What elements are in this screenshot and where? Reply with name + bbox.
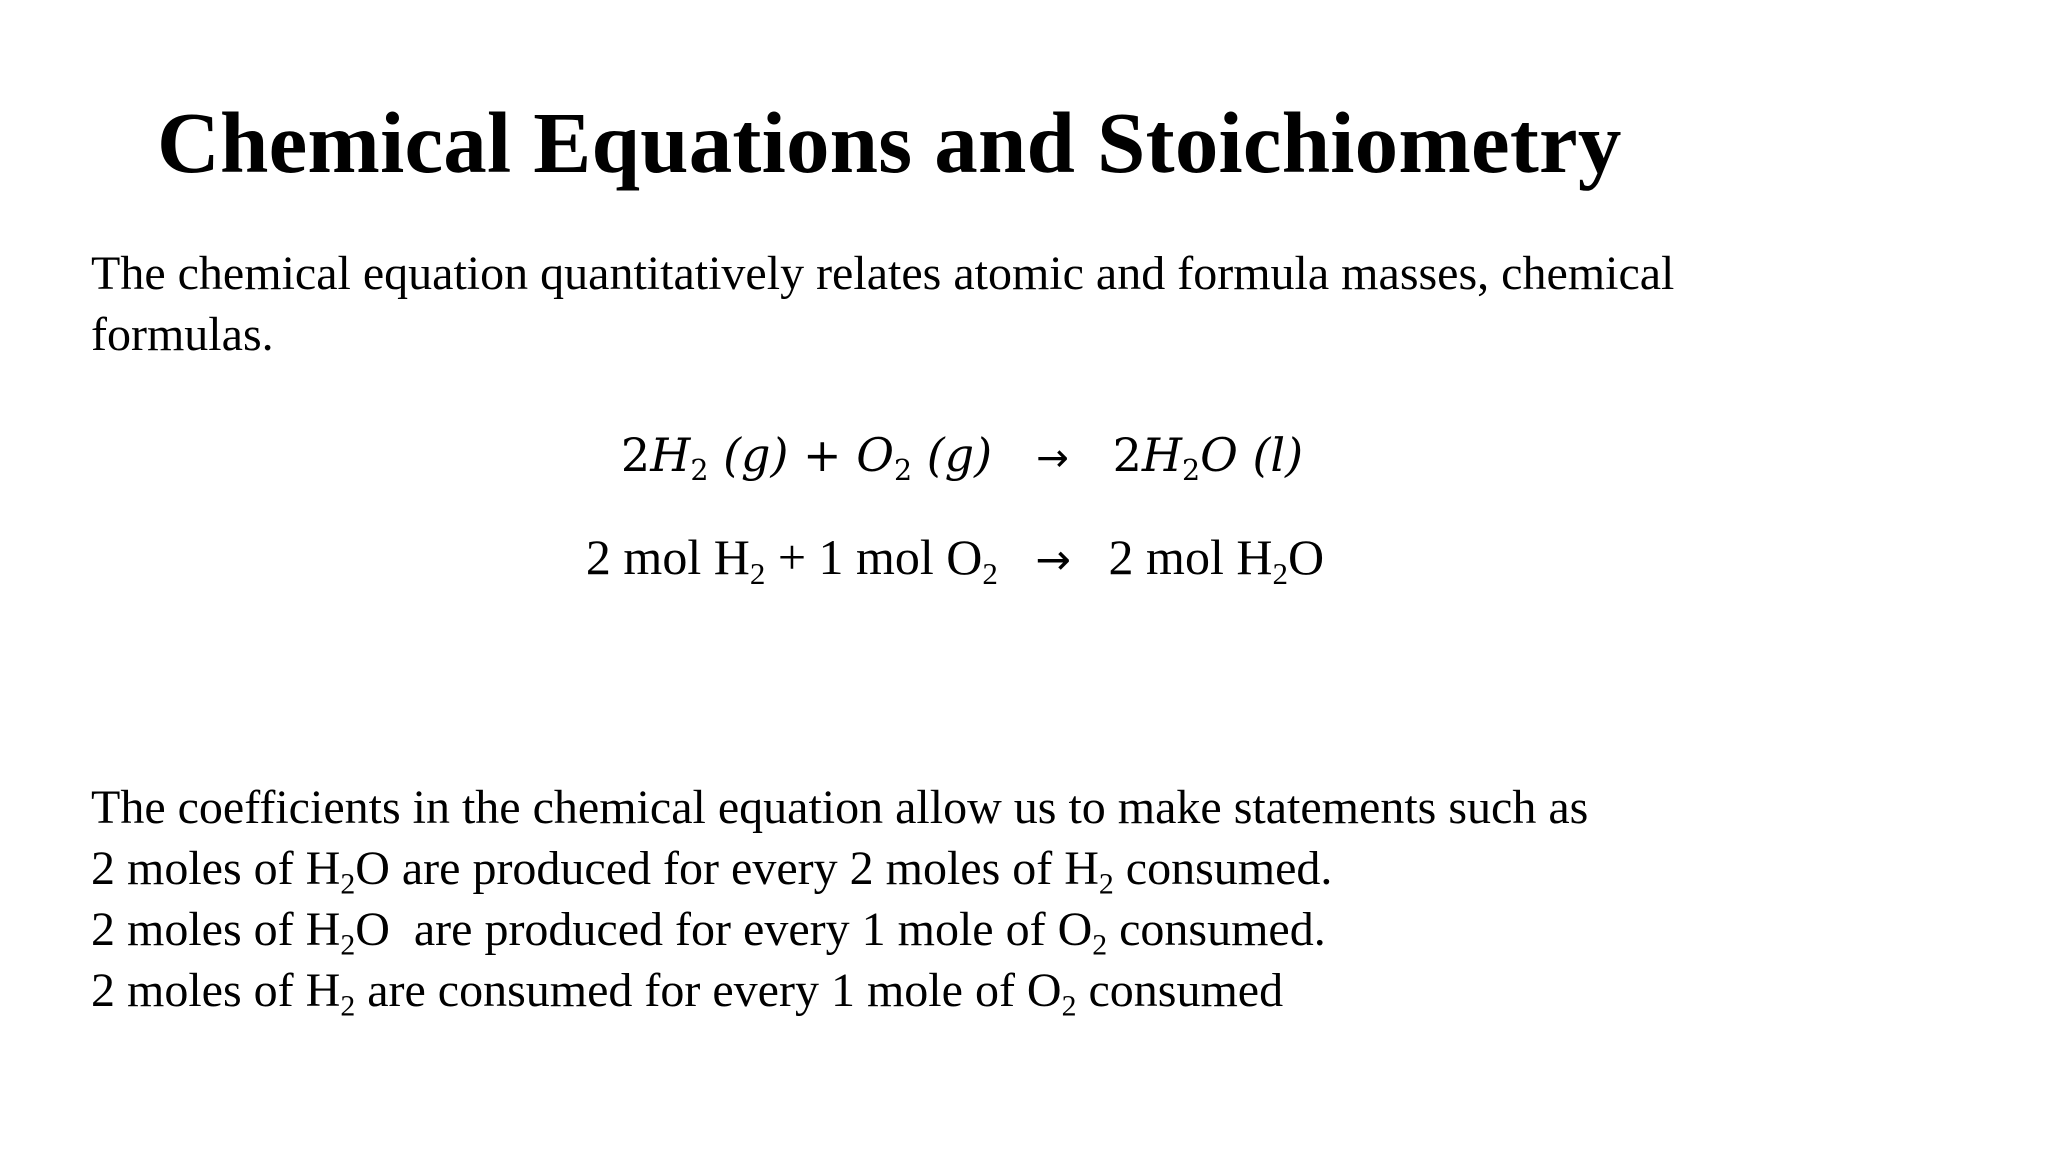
mol-arrow: → [1035, 536, 1072, 585]
statement-2-a: 2 moles of H [91, 903, 341, 956]
statement-3-a: 2 moles of H [91, 964, 341, 1017]
statement-2-c: consumed. [1107, 903, 1326, 956]
eq-coefficient-h2: 2 [620, 428, 651, 482]
statement-1-b: O are produced for every 2 moles of H [355, 842, 1099, 895]
statement-2 [91, 899, 1951, 960]
eq-reactant-h-sub: 2 [690, 454, 709, 488]
mol-sub-2: 2 [982, 555, 998, 591]
intro-line-2: formulas. [91, 308, 274, 361]
statements-intro: The coefficients in the chemical equation allow us to make statements such as [91, 781, 1589, 834]
eq-reactant-h: H [650, 428, 691, 482]
statement-1-c: consumed. [1113, 842, 1333, 895]
intro-line-1: The chemical equation quantitatively relates atomic and formula masses, chemical [91, 247, 1675, 300]
statement-3-a-sub: 2 [340, 989, 356, 1023]
statement-2-b-sub: 2 [1092, 928, 1108, 962]
mol-part-3: 2 mol H [1108, 529, 1273, 585]
statement-1-a: 2 moles of H [91, 842, 341, 895]
mol-part-4: O [1287, 529, 1325, 585]
intro-paragraph [91, 243, 1911, 365]
mole-equation [0, 522, 1910, 596]
statement-3-b-sub: 2 [1061, 989, 1077, 1023]
statement-2-b: O are produced for every 1 mole of O [355, 903, 1093, 956]
balanced-equation [0, 420, 1924, 494]
statement-1 [91, 838, 1951, 899]
statement-3-b: are consumed for every 1 mole of O [355, 964, 1062, 1017]
eq-reactant-o-state: (g) [912, 428, 993, 482]
mol-sub-3: 2 [1272, 555, 1288, 591]
eq-product-h-sub: 2 [1181, 454, 1201, 488]
eq-reactant-h-state: (g) + [708, 428, 857, 482]
statement-3 [91, 960, 1951, 1021]
eq-product-state: (l) [1237, 428, 1304, 482]
eq-reactant-o: O [856, 428, 894, 482]
eq-product-o: O [1200, 428, 1238, 482]
eq-coefficient-h2o: 2 [1112, 428, 1142, 482]
statement-1-b-sub: 2 [1098, 867, 1114, 901]
eq-product-h: H [1141, 428, 1182, 482]
mol-part-2: + 1 mol O [765, 529, 983, 585]
mol-part-1: 2 mol H [585, 529, 750, 585]
eq-reactant-o-sub: 2 [893, 454, 913, 488]
statements-paragraph [91, 777, 1951, 1021]
statement-3-c: consumed [1076, 964, 1284, 1017]
statement-1-a-sub: 2 [340, 867, 356, 901]
eq-arrow: → [1035, 436, 1069, 481]
mol-sub-1: 2 [749, 555, 766, 591]
slide-title: Chemical Equations and Stoichiometry [157, 94, 1622, 191]
statement-2-a-sub: 2 [340, 928, 356, 962]
